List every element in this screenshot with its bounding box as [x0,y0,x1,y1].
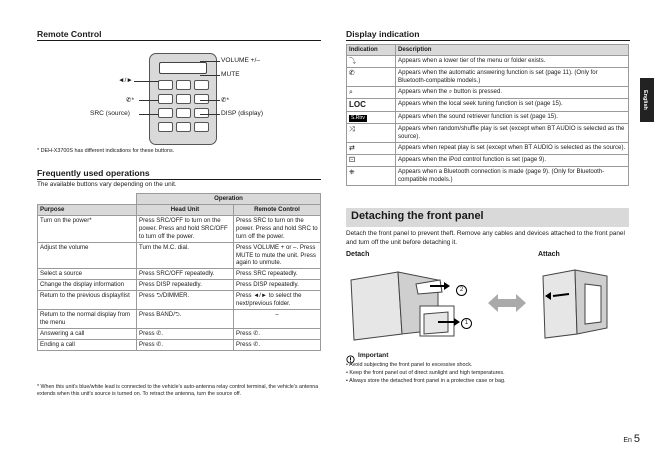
operations-row [38,242,321,269]
indication-cell [347,167,396,186]
detach-label: Detach [346,251,370,258]
operations-row [38,280,321,291]
operations-row [38,215,321,242]
remote-button [194,108,209,118]
operations-cell-remote: Press ✆. [234,328,321,339]
leader-line [139,114,159,115]
side-tab-label: English [642,90,648,110]
operations-cell-remote: – [234,310,321,329]
remote-control-title: Remote Control [37,29,102,39]
important-item: • Avoid subjecting the front panel to excessive shock. [346,362,473,368]
operations-cell-head: Press ✆. [137,339,234,350]
indication-cell [347,55,396,67]
important-list [346,362,630,385]
callout-volume: VOLUME +/– [221,57,261,64]
indication-cell [347,155,396,167]
remote-button [158,80,173,90]
remote-button [176,94,191,104]
double-arrow-icon [488,293,526,313]
indication-icon: ⤵ [349,57,356,65]
description-cell: Appears when random/shuffle play is set (except when BT AUDIO is selected as the source). [396,124,629,143]
operations-table [37,193,321,351]
operations-row [38,269,321,280]
attach-label: Attach [538,251,560,258]
indication-icon: ✆ [349,70,355,78]
important-label: Important [358,352,389,359]
page-number-prefix: En [623,437,632,444]
operations-cell-purpose: Adjust the volume [38,242,137,269]
display-indication-table [346,44,629,186]
display-row [347,112,629,124]
remote-button [158,94,173,104]
remote-button [158,122,173,132]
operations-cell-head: Press DISP repeatedly. [137,280,234,291]
operations-cell-purpose: Select a source [38,269,137,280]
callout-call-left: ✆* [126,97,135,104]
operations-cell-remote: Press SRC to turn on the power. Press and hold SRC to turn off the power. [234,215,321,242]
display-row [347,167,629,186]
display-row [347,55,629,67]
operations-cell-purpose: Return to the normal display from the menu [38,310,137,329]
description-cell: Appears when the sound retriever function is set (page 15). [396,112,629,124]
leader-line [200,61,220,62]
indication-cell [347,86,396,98]
indication-cell [347,98,396,111]
purpose-header: Purpose [38,204,137,215]
operations-cell-purpose: Answering a call [38,328,137,339]
operations-cell-head: Press SRC/OFF to turn on the power. Press and hold SRC/OFF to turn off the power. [137,215,234,242]
description-cell: Appears when a lower tier of the menu or folder exists. [396,55,629,67]
remote-button [176,122,191,132]
operations-cell-purpose: Change the display information [38,280,137,291]
detach-illustration [346,262,476,344]
front-panel-title: Detaching the front panel [351,210,484,222]
description-cell: Appears when the local seek tuning function is set (page 15). [396,98,629,111]
attach-illustration [535,262,630,344]
display-indication-title: Display indication [346,29,420,39]
blank-header-cell [38,194,137,205]
indication-icon: ⌕ [349,88,353,96]
step-1-marker: 1 [461,318,472,329]
indication-cell [347,112,396,124]
front-panel-body: Detach the front panel to prevent theft. Remove any cables and devices attached to the front panel and turn off the unit before detaching it. [346,230,625,246]
operations-row [38,339,321,350]
callout-mute: MUTE [221,71,240,78]
callout-left-right: ◄/► [118,77,133,84]
operations-cell-head: Turn the M.C. dial. [137,242,234,269]
operations-cell-remote: Press ◄/► to select the next/previous folder. [234,291,321,310]
leader-line [134,81,159,82]
remote-control-image [149,53,217,145]
display-row [347,143,629,155]
indication-header: Indication [347,45,396,56]
leader-line [139,100,159,101]
display-row [347,68,629,87]
page-number [623,433,640,445]
leader-line [200,75,220,76]
operations-cell-remote: Press VOLUME + or –. Press MUTE to mute the unit. Press again to unmute. [234,242,321,269]
callout-src: SRC (source) [90,110,130,117]
operations-cell-remote: Press SRC repeatedly. [234,269,321,280]
description-cell: Appears when the automatic answering function is set (page 11). (Only for Bluetooth-compatible models.) [396,68,629,87]
operation-header: Operation [137,194,321,205]
indication-icon: ⚀ [349,157,356,165]
description-cell: Appears when repeat play is set (except when BT AUDIO is selected as the source). [396,143,629,155]
remote-note: * DEH-X3700S has different indications for these buttons. [37,148,175,154]
leader-line [200,114,220,115]
description-cell: Appears when a Bluetooth connection is made (page 9). (Only for Bluetooth-compatible models.) [396,167,629,186]
display-row [347,155,629,167]
operations-row [38,328,321,339]
operations-cell-purpose: Turn on the power* [38,215,137,242]
indication-cell [347,143,396,155]
display-row [347,98,629,111]
operations-cell-head: Press ✆. [137,328,234,339]
frequent-title: Frequently used operations [37,168,150,178]
indication-icon: ⎈ [349,169,355,177]
remote-button [194,94,209,104]
leader-line [200,100,220,101]
indication-icon: ⤨ [349,126,355,134]
description-cell: Appears when the ⌕ button is pressed. [396,86,629,98]
operations-cell-remote: Press DISP repeatedly. [234,280,321,291]
operations-cell-purpose: Ending a call [38,339,137,350]
operations-row [38,291,321,310]
remote-button [176,80,191,90]
important-item: • Keep the front panel out of direct sunlight and high temperatures. [346,369,505,376]
description-header: Description [396,45,629,56]
remote-top-slot [159,62,207,74]
title-rule [37,40,321,41]
head-unit-header: Head Unit [137,204,234,215]
title-rule [346,40,630,41]
important-icon [346,351,355,360]
display-row [347,86,629,98]
callout-disp: DISP (display) [221,110,264,117]
operations-cell-remote: Press ✆. [234,339,321,350]
operations-cell-head: Press ⮌/DIMMER. [137,291,234,310]
operations-cell-head: Press SRC/OFF repeatedly. [137,269,234,280]
indication-icon: S.Rtrv [351,115,365,122]
remote-button [176,108,191,118]
step-2-marker: 2 [456,285,467,296]
remote-button [194,122,209,132]
indication-icon: LOC [349,99,366,109]
language-side-tab [640,78,654,122]
indication-cell [347,124,396,143]
remote-header: Remote Control [234,204,321,215]
indication-cell [347,68,396,87]
frequent-subtitle: The available buttons vary depending on the unit. [37,181,177,188]
remote-button [158,108,173,118]
important-item: • Always store the detached front panel in a protective case or bag. [346,377,506,384]
operations-cell-purpose: Return to the previous display/list [38,291,137,310]
operations-cell-head: Press BAND/⮌. [137,310,234,329]
page-number-value: 5 [633,433,640,445]
title-rule [37,179,321,180]
footnote: * When this unit’s blue/white lead is connected to the vehicle’s auto-antenna relay control terminal, the vehicle’s antenna extends when this unit’s source is turned on. To retract the antenna, turn the source off. [37,384,319,398]
indication-icon: ⇄ [349,145,355,153]
display-row [347,124,629,143]
remote-button [194,80,209,90]
operations-row [38,310,321,329]
callout-call-right: ✆* [221,97,230,104]
description-cell: Appears when the iPod control function is set (page 9). [396,155,629,167]
